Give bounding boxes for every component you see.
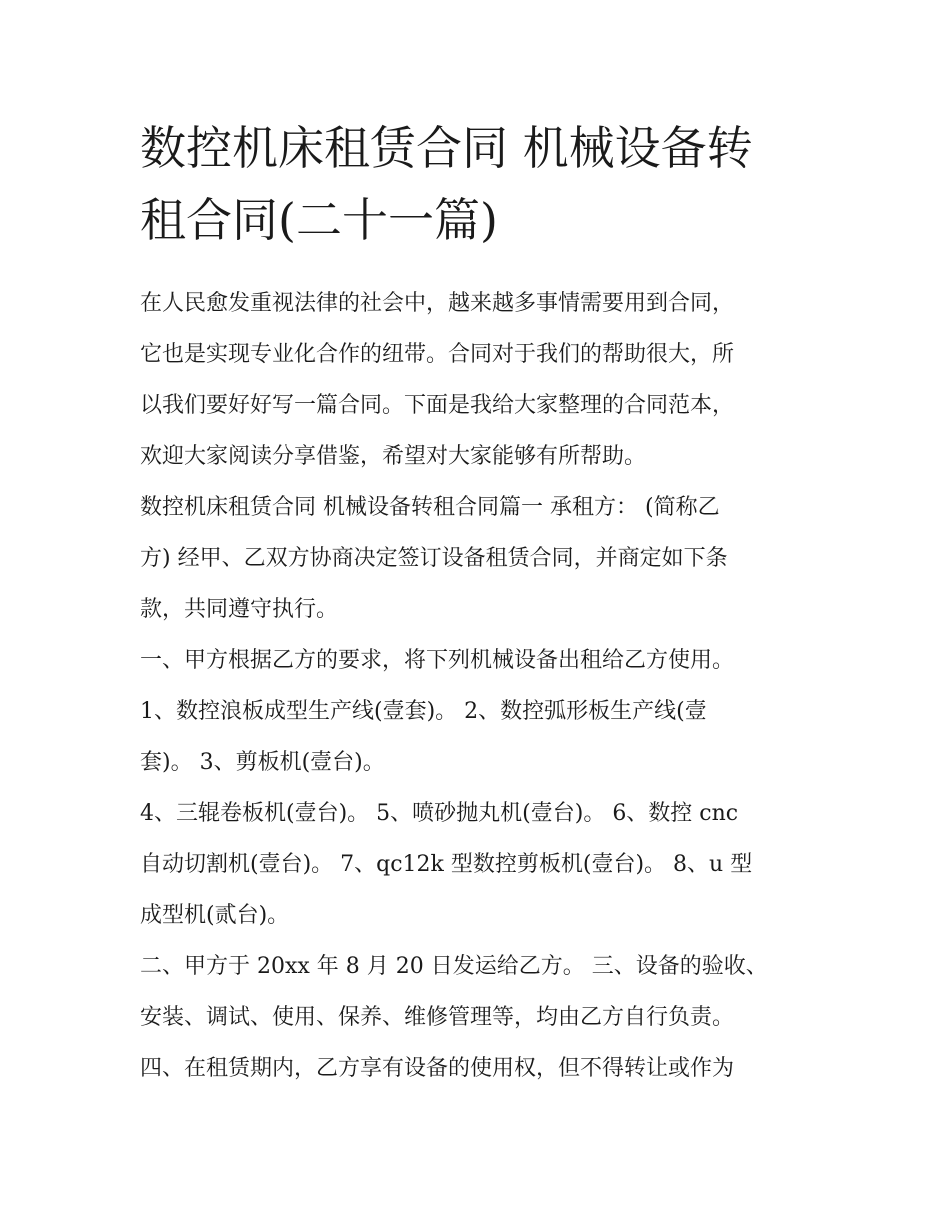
title-line-1: 数控机床租赁合同 机械设备转	[140, 121, 753, 175]
body-line: 4、三辊卷板机(壹台)。 5、喷砂抛丸机(壹台)。 6、数控 cnc	[140, 801, 739, 826]
clause-1-paragraph	[140, 635, 815, 686]
body-line: 方) 经甲、乙双方协商决定签订设备租赁合同，并商定如下条	[140, 546, 728, 571]
clause-4-paragraph	[140, 1043, 815, 1094]
body-line: 四、在租赁期内，乙方享有设备的使用权，但不得转让或作为	[140, 1056, 735, 1081]
title-line-2: 租合同(二十一篇)	[140, 193, 498, 247]
body-line: 自动切割机(壹台)。 7、qc12k 型数控剪板机(壹台)。 8、u 型	[140, 852, 753, 877]
intro-paragraph	[140, 278, 815, 482]
document-title	[140, 112, 815, 256]
body-line: 1、数控浪板成型生产线(壹套)。 2、数控弧形板生产线(壹	[140, 699, 707, 724]
body-line: 在人民愈发重视法律的社会中，越来越多事情需要用到合同，	[140, 291, 735, 316]
body-line: 款，共同遵守执行。	[140, 597, 339, 622]
document-content	[140, 112, 815, 1094]
body-line: 套)。 3、剪板机(壹台)。	[140, 750, 385, 775]
body-line: 以我们要好好写一篇合同。下面是我给大家整理的合同范本，	[140, 393, 735, 418]
body-line: 欢迎大家阅读分享借鉴，希望对大家能够有所帮助。	[140, 444, 647, 469]
body-line: 安装、调试、使用、保养、维修管理等，均由乙方自行负责。	[140, 1005, 735, 1030]
equipment-list-paragraph-1	[140, 686, 815, 788]
body-line: 数控机床租赁合同 机械设备转租合同篇一 承租方： (简称乙	[140, 495, 720, 520]
body-line: 一、甲方根据乙方的要求，将下列机械设备出租给乙方使用。	[140, 648, 735, 673]
document-body	[140, 278, 815, 1094]
body-line: 成型机(贰台)。	[140, 903, 290, 928]
body-line: 二、甲方于 20xx 年 8 月 20 日发运给乙方。 三、设备的验收、	[140, 954, 768, 979]
contract-preamble-paragraph	[140, 482, 815, 635]
equipment-list-paragraph-2	[140, 788, 815, 941]
body-line: 它也是实现专业化合作的纽带。合同对于我们的帮助很大，所	[140, 342, 735, 367]
clause-2-3-paragraph	[140, 941, 815, 1043]
